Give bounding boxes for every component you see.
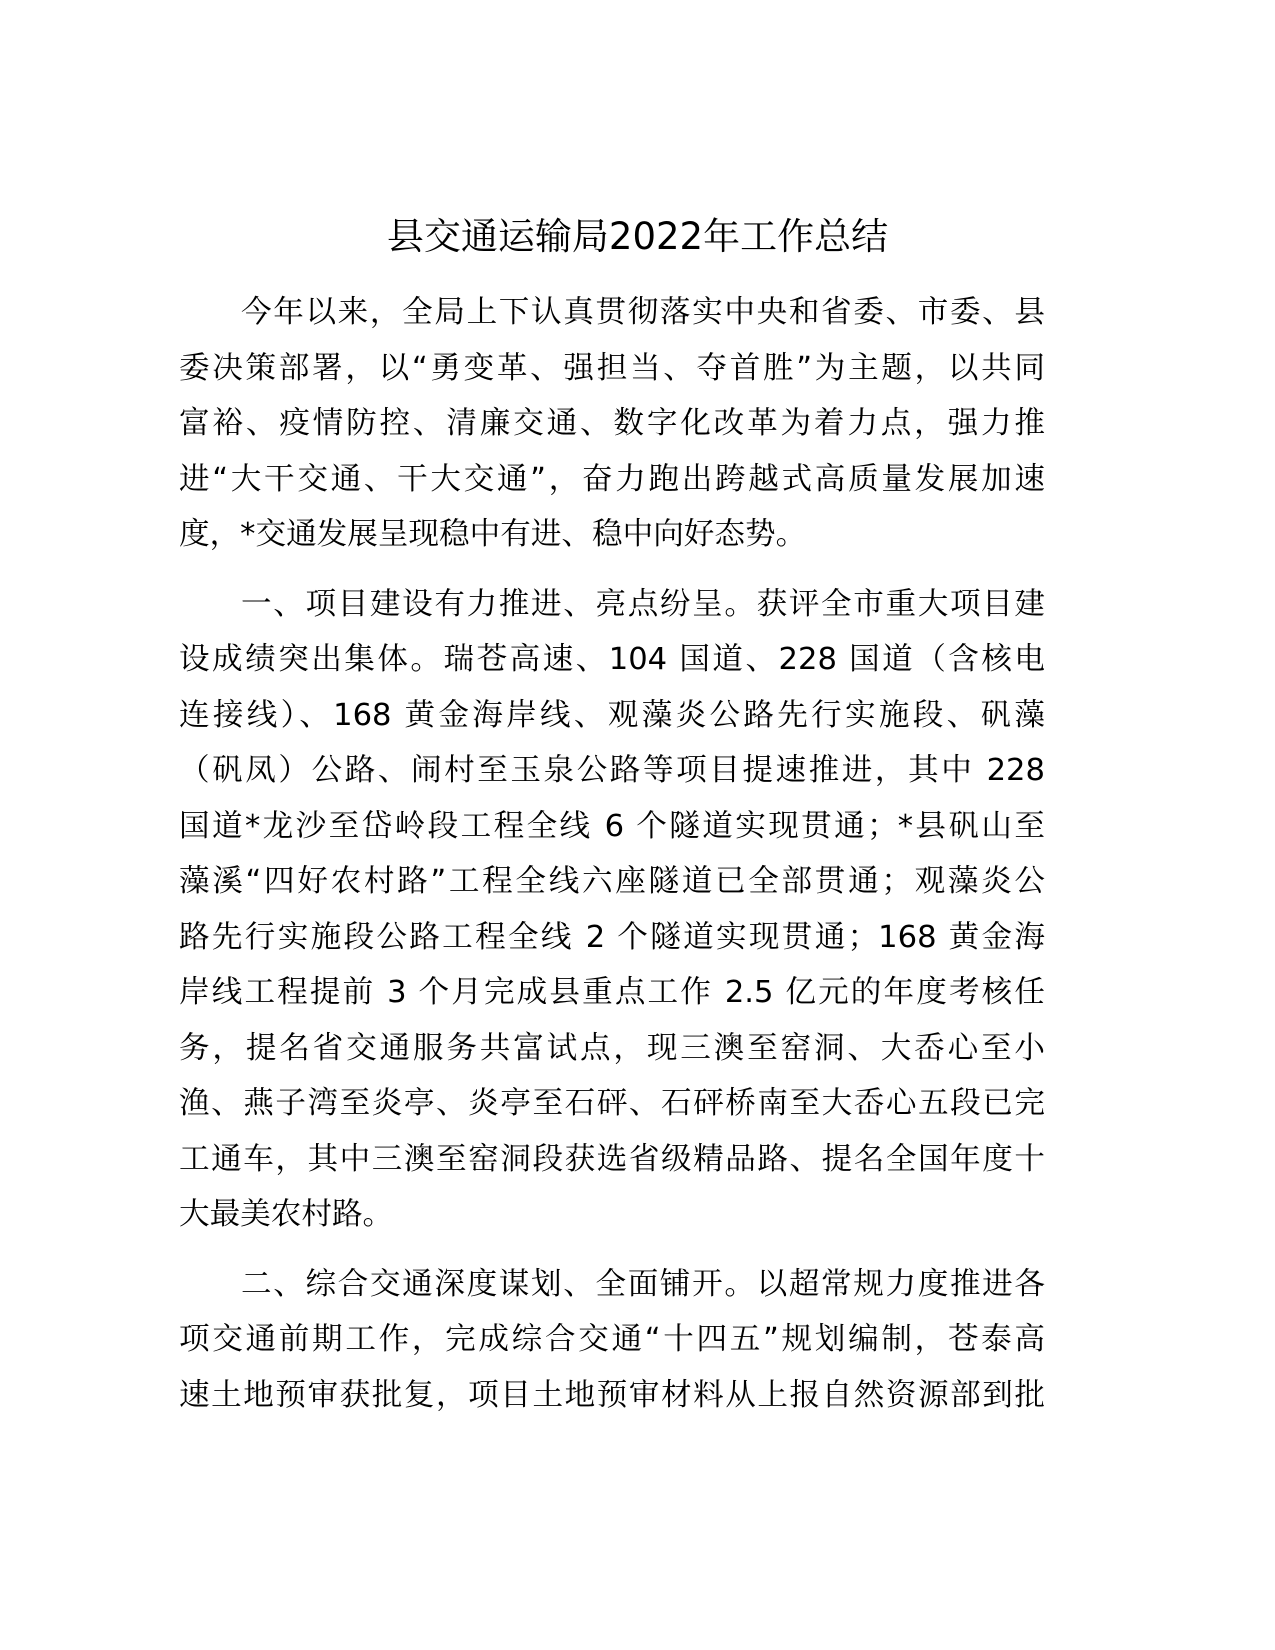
paragraph-spacer (179, 563, 1045, 577)
text-line: 渔、燕子湾至炎亭、炎亭至石砰、石砰桥南至大岙心五段已完 (179, 1086, 1045, 1121)
text-line: 富裕、疫情防控、清廉交通、数字化改革为着力点，强力推 (179, 406, 1045, 441)
text-line: 速土地预审获批复，项目土地预审材料从上报自然资源部到批 (179, 1377, 1045, 1413)
text-line: 一、项目建设有力推进、亮点纷呈。获评全市重大项目建 (241, 586, 1045, 622)
text-line: 藻溪“四好农村路”工程全线六座隧道已全部贯通；观藻炎公 (179, 864, 1045, 899)
text-line: 委决策部署，以“勇变革、强担当、夺首胜”为主题，以共同 (179, 350, 1045, 386)
text-line: 岸线工程提前 3 个月完成县重点工作 2.5 亿元的年度考核任 (179, 975, 1045, 1010)
text-line: 路先行实施段公路工程全线 2 个隧道实现贯通；168 黄金海 (179, 919, 1045, 955)
text-line: 设成绩突出集体。瑞苍高速、104 国道、228 国道（含核电 (179, 642, 1045, 677)
text-line: 度，*交通发展呈现稳中有进、稳中向好态势。 (179, 517, 807, 552)
paragraph-section-1 (179, 577, 1045, 1243)
paragraph-spacer (179, 1243, 1045, 1257)
text-line: 大最美农村路。 (179, 1197, 394, 1232)
paragraph-section-2 (179, 1257, 1045, 1424)
text-line: 进“大干交通、干大交通”，奋力跑出跨越式高质量发展加速 (179, 461, 1045, 497)
text-line: （矾凤）公路、闹村至玉泉公路等项目提速推进，其中 228 (179, 753, 1045, 788)
paragraph-intro (179, 285, 1045, 563)
text-line: 今年以来，全局上下认真贯彻落实中央和省委、市委、县 (241, 295, 1045, 330)
text-line: 项交通前期工作，完成综合交通“十四五”规划编制，苍泰高 (179, 1322, 1045, 1357)
text-line: 二、综合交通深度谋划、全面铺开。以超常规力度推进各 (241, 1266, 1045, 1302)
text-line: 工通车，其中三澳至窑洞段获选省级精品路、提名全国年度十 (179, 1141, 1045, 1177)
document-body (179, 285, 1045, 1423)
text-line: 国道*龙沙至岱岭段工程全线 6 个隧道实现贯通；*县矾山至 (179, 808, 1045, 844)
text-line: 务，提名省交通服务共富试点，现三澳至窑洞、大岙心至小 (179, 1030, 1045, 1066)
text-line: 连接线）、168 黄金海岸线、观藻炎公路先行实施段、矾藻 (179, 697, 1045, 733)
document-title: 县交通运输局2022年工作总结 (386, 215, 889, 258)
